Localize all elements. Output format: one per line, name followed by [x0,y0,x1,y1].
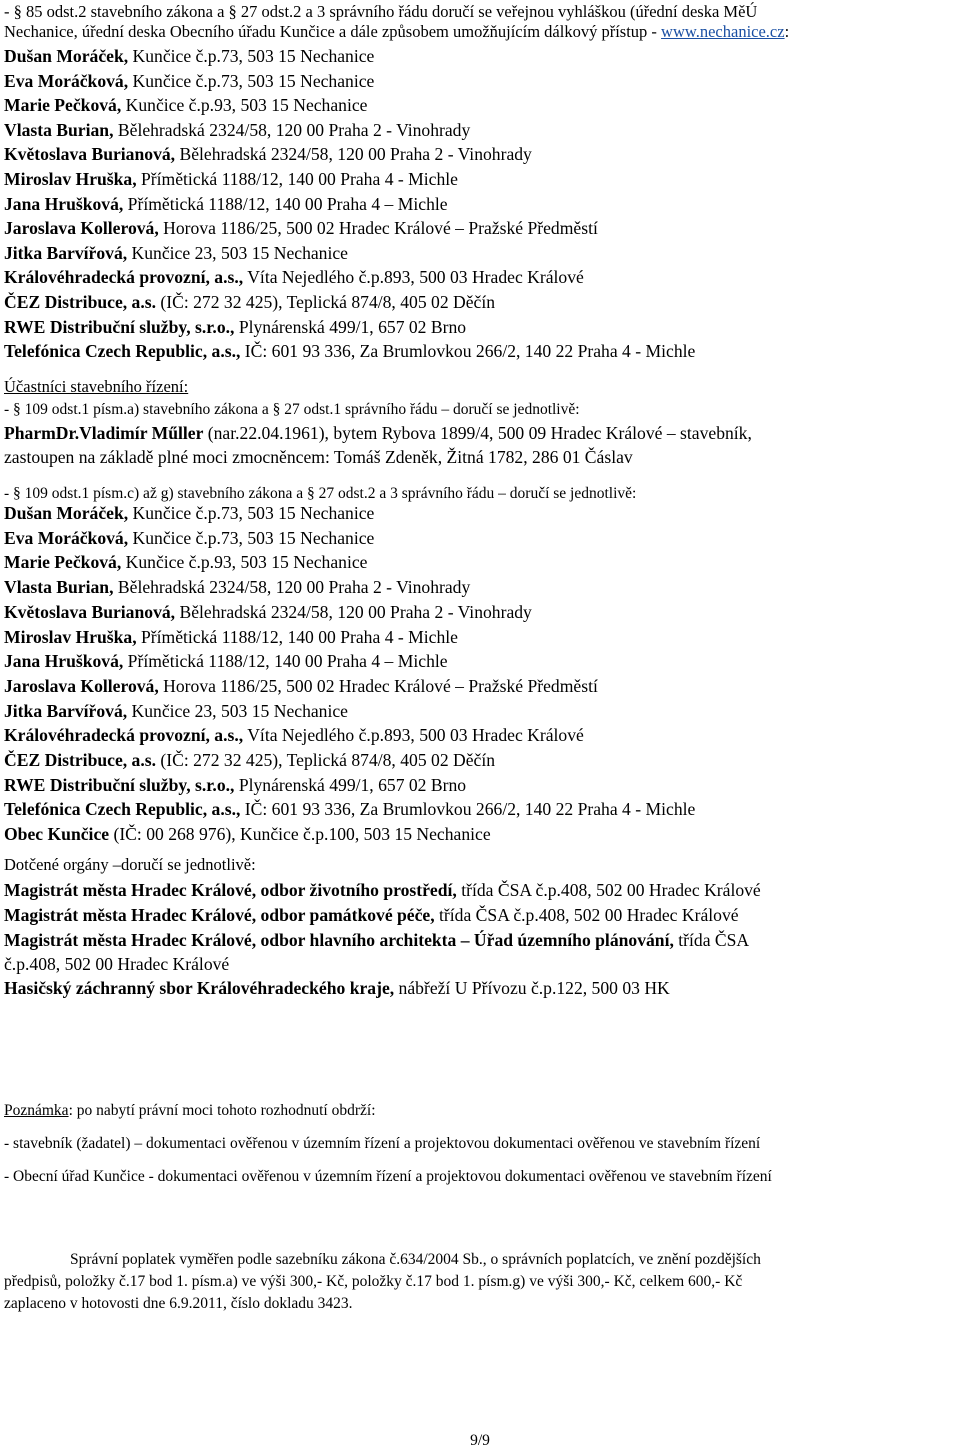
recipient-address: Plynárenská 499/1, 657 02 Brno [234,316,467,337]
recipient-name: Jitka Barvířová, [4,242,128,263]
recipient-address: Přímětická 1188/12, 140 00 Praha 4 - Michle [136,169,458,189]
recipient-name: Květoslava Burianová, [4,601,176,622]
recipient-address: Bělehradská 2324/58, 120 00 Praha 2 - Vinohrady [113,577,471,598]
recipient-entry [4,600,532,624]
authority-environment [4,878,761,902]
recipient-entry [4,526,374,550]
recipient-entry [4,118,470,142]
recipient-name: Vlasta Burian, [4,577,114,598]
recipient-address: Horova 1186/25, 500 02 Hradec Králové – Pražské Předměstí [158,218,598,239]
recipient-address: IČ: 601 93 336, Za Brumlovkou 266/2, 140 22 Praha 4 - Michle [240,799,696,820]
recipient-address: Kunčice č.p.73, 503 15 Nechanice [128,527,375,548]
recipient-name: RWE Distribuční služby, s.r.o., [4,774,235,795]
recipient-address: Přímětická 1188/12, 140 00 Praha 4 - Michle [136,626,458,647]
recipient-entry [4,649,448,673]
page-number: 9/9 [470,1432,490,1449]
recipient-name: Miroslav Hruška, [4,169,137,189]
authority-name: Magistrát města Hradec Králové, odbor hlavního architekta – Úřad územního plánování, [4,930,674,950]
recipient-entry [4,315,466,339]
recipient-entry [4,339,695,363]
authority-architect-address: č.p.408, 502 00 Hradec Králové [4,954,230,974]
recipient-address: Bělehradská 2324/58, 120 00 Praha 2 - Vinohrady [175,601,532,622]
recipient-entry [4,625,458,649]
recipient-name: Eva Moráčková, [4,70,129,91]
recipient-address: IČ: 601 93 336, Za Brumlovkou 266/2, 140 22 Praha 4 - Michle [240,341,696,362]
recipient-name: Jana Hrušková, [4,193,124,214]
recipient-name: Telefónica Czech Republic, a.s., [4,799,241,820]
recipient-name: Eva Moráčková, [4,527,129,548]
authority-monuments [4,903,739,927]
recipient-address: Kunčice č.p.93, 503 15 Nechanice [121,95,368,116]
recipient-name: Jitka Barvířová, [4,700,128,721]
recipient-name: Dušan Moráček, [4,46,129,66]
recipient-name: Miroslav Hruška, [4,626,137,647]
recipient-name: Jaroslava Kollerová, [4,218,159,239]
recipient-entry [4,550,367,574]
recipient-address: Kunčice č.p.73, 503 15 Nechanice [128,46,375,66]
recipient-name: Telefónica Czech Republic, a.s., [4,341,241,362]
authority-name: Hasičský záchranný sbor Královéhradeckého kraje, [4,978,395,998]
recipient-address: Přímětická 1188/12, 140 00 Praha 4 – Michle [123,651,448,672]
recipient-name: ČEZ Distribuce, a.s. [4,292,156,312]
authority-address: nábřeží U Přívozu č.p.122, 500 03 HK [394,978,670,998]
public-notice-line-1: - § 85 odst.2 stavebního zákona a § 27 odst.2 a 3 správního řádu doručí se veřejnou vyhláškou (úřední deska MěÚ [4,2,758,21]
public-notice-line-2 [4,20,789,44]
recipient-name: ČEZ Distribuce, a.s. [4,750,156,770]
recipient-entry [4,241,348,265]
recipient-address: (IČ: 272 32 425), Teplická 874/8, 405 02 Děčín [156,750,496,770]
recipient-address: Víta Nejedlého č.p.893, 500 03 Hradec Králové [243,267,584,288]
recipient-entry [4,575,470,599]
colon: : [784,22,790,41]
builder-line [4,421,752,445]
recipient-entry [4,699,348,723]
recipient-entry [4,167,458,191]
recipient-name: Marie Pečková, [4,552,122,573]
participants-subheading-a: - § 109 odst.1 písm.a) stavebního zákona a § 27 odst.1 správního řádu – doručí se jednotlivě: [4,401,580,418]
authorities-heading: Dotčené orgány –doručí se jednotlivě: [4,855,256,874]
recipient-name: Marie Pečková, [4,95,122,116]
recipient-address: Kunčice 23, 503 15 Nechanice [127,700,348,721]
recipient-address: Kunčice 23, 503 15 Nechanice [127,242,348,263]
recipient-name: Obec Kunčice [4,824,110,845]
authority-address: třída ČSA č.p.408, 502 00 Hradec Králové [434,905,739,925]
note-item-builder: - stavebník (žadatel) – dokumentaci ověřenou v územním řízení a projektovou dokumentaci ověřenou ve stavebním řízení [4,1135,761,1152]
note-line [4,1099,376,1123]
recipient-entry [4,265,584,289]
recipient-name: Královéhradecká provozní, a.s., [4,267,244,288]
recipient-entry [4,674,598,698]
authority-fire-rescue [4,976,670,1000]
authority-name: Magistrát města Hradec Králové, odbor památkové péče, [4,905,435,925]
recipient-name: Jana Hrušková, [4,651,124,672]
authority-address: třída ČSA [673,930,750,950]
recipient-name: Dušan Moráček, [4,503,129,523]
recipient-address: Kunčice č.p.73, 503 15 Nechanice [128,503,375,523]
recipient-name: Královéhradecká provozní, a.s., [4,725,244,746]
recipient-address: Kunčice č.p.73, 503 15 Nechanice [128,70,375,91]
recipient-entry [4,216,598,240]
recipient-name: Jaroslava Kollerová, [4,675,159,696]
fee-line-2: předpisů, položky č.17 bod 1. písm.a) ve výši 300,- Kč, položky č.17 bod 1. písm.g) ve výši 300,- Kč, celkem 600,- Kč [4,1273,743,1290]
recipient-entry [4,290,495,314]
recipient-entry [4,69,374,93]
recipient-address: Bělehradská 2324/58, 120 00 Praha 2 - Vinohrady [175,144,532,165]
recipient-name: Květoslava Burianová, [4,144,176,165]
nechanice-website-link[interactable]: www.nechanice.cz [661,22,785,41]
recipient-address: Přímětická 1188/12, 140 00 Praha 4 – Michle [123,193,448,214]
recipient-entry [4,723,584,747]
recipient-address: (IČ: 272 32 425), Teplická 874/8, 405 02 Děčín [156,292,496,312]
authority-name: Magistrát města Hradec Králové, odbor životního prostředí, [4,880,457,900]
recipient-address: Horova 1186/25, 500 02 Hradec Králové – Pražské Předměstí [158,675,598,696]
recipient-entry [4,93,367,117]
recipient-entry [4,501,374,525]
recipient-entry [4,797,695,821]
recipient-address: (IČ: 00 268 976), Kunčice č.p.100, 503 15 Nechanice [109,824,491,845]
participants-subheading-cg: - § 109 odst.1 písm.c) až g) stavebního zákona a § 27 odst.2 a 3 správního řádu – doručí se jednotlivě: [4,485,637,502]
recipient-name: RWE Distribuční služby, s.r.o., [4,316,235,337]
recipient-entry [4,822,491,846]
recipient-entry [4,44,374,68]
builder-name: PharmDr.Vladimír Műller [4,423,204,443]
authority-architect [4,928,749,952]
recipient-address: Bělehradská 2324/58, 120 00 Praha 2 - Vinohrady [113,119,471,140]
fee-line-3: zaplaceno v hotovosti dne 6.9.2011, číslo dokladu 3423. [4,1295,353,1312]
authority-address: třída ČSA č.p.408, 502 00 Hradec Králové [456,880,761,900]
builder-details: (nar.22.04.1961), bytem Rybova 1899/4, 500 09 Hradec Králové – stavebník, [203,423,752,443]
note-label: Poznámka [4,1102,69,1119]
public-notice-text: Nechanice, úřední deska Obecního úřadu Kunčice a dále způsobem umožňujícím dálkový přístup - [4,22,662,41]
recipient-address: Víta Nejedlého č.p.893, 500 03 Hradec Králové [243,725,584,746]
recipient-name: Vlasta Burian, [4,119,114,140]
builder-representative: zastoupen na základě plné moci zmocněncem: Tomáš Zdeněk, Žitná 1782, 286 01 Čáslav [4,447,633,467]
fee-line-1: Správní poplatek vyměřen podle sazebníku zákona č.634/2004 Sb., o správních poplatcích, ve znění pozdějších [70,1251,761,1268]
recipient-entry [4,748,495,772]
note-text: : po nabytí právní moci tohoto rozhodnutí obdrží: [68,1102,376,1119]
recipient-entry [4,773,466,797]
recipient-entry [4,142,532,166]
participants-heading: Účastníci stavebního řízení: [4,377,189,396]
recipient-entry [4,192,448,216]
recipient-address: Kunčice č.p.93, 503 15 Nechanice [121,552,368,573]
note-item-municipality: - Obecní úřad Kunčice - dokumentaci ověřenou v územním řízení a projektovou dokumentaci ověřenou ve stavebním řízení [4,1168,772,1185]
recipient-address: Plynárenská 499/1, 657 02 Brno [234,774,467,795]
